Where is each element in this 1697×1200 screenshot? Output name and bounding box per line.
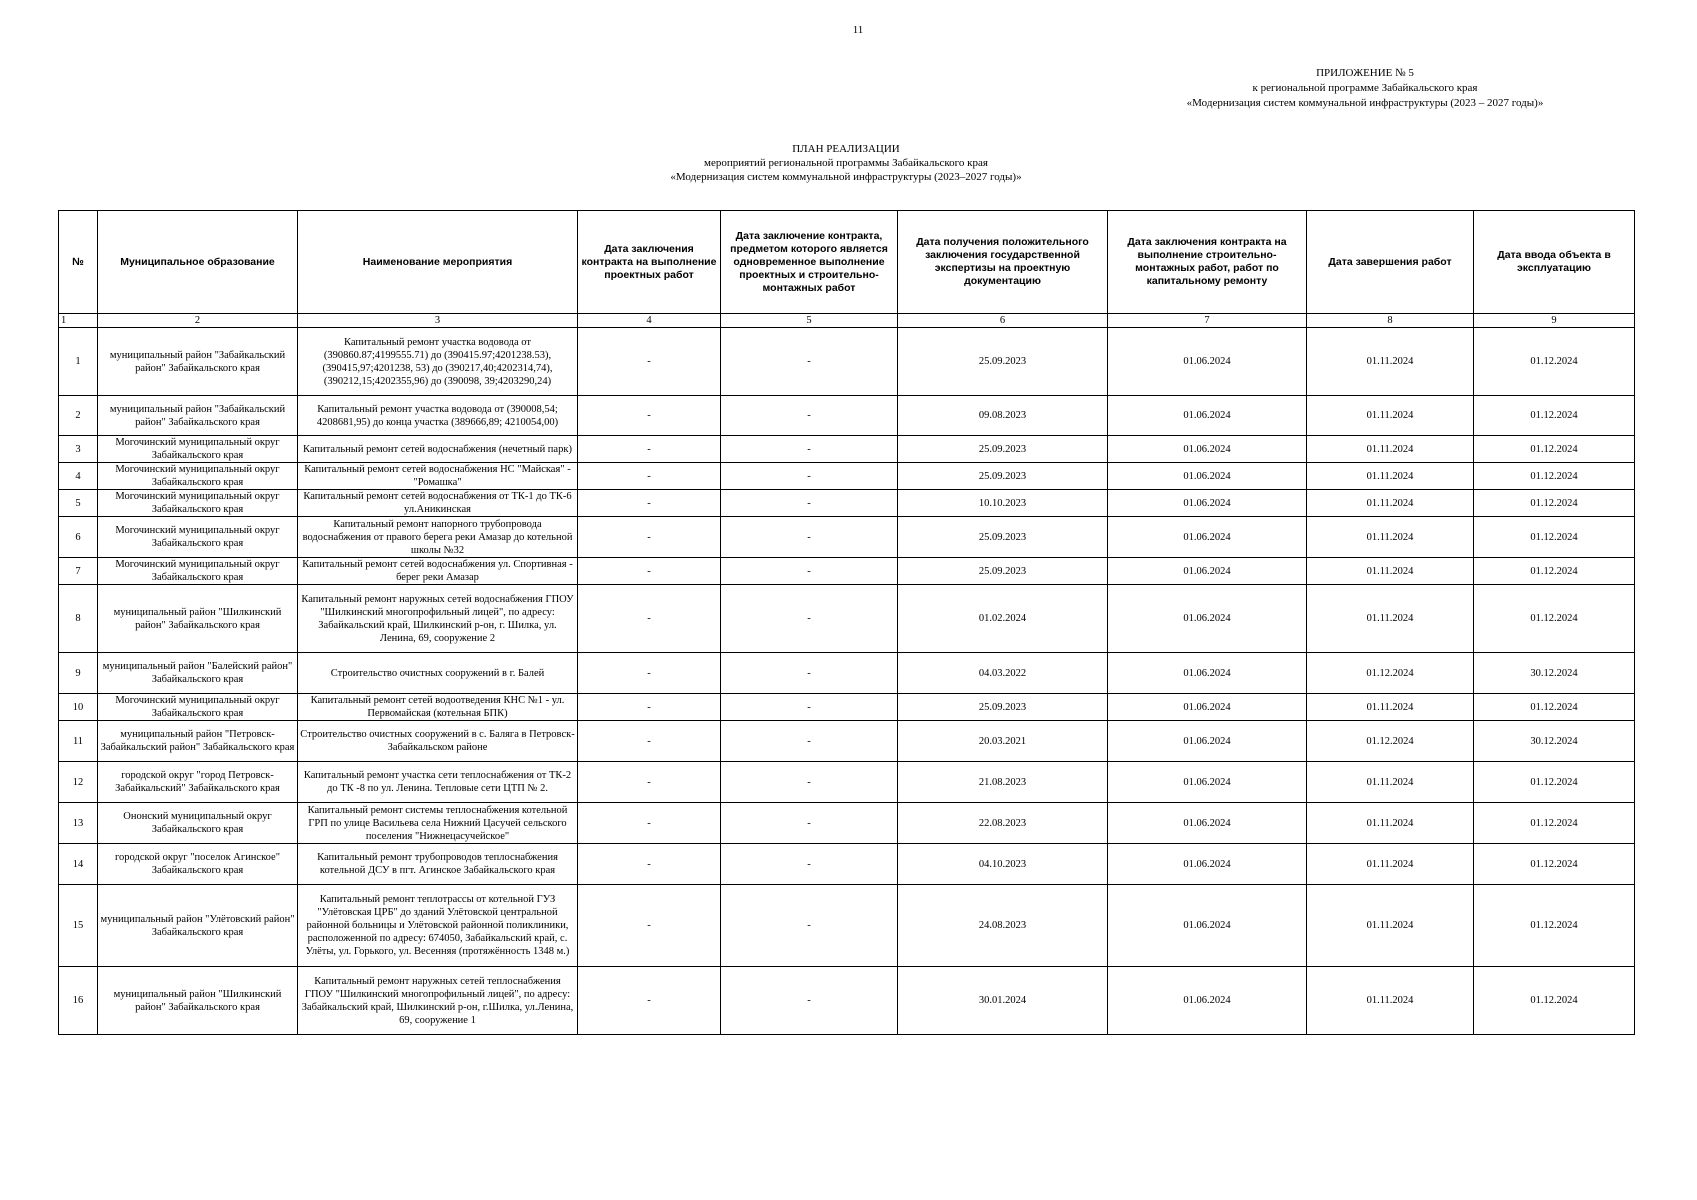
combined-contract-date-cell: -: [721, 967, 898, 1035]
activity-name-cell: Капитальный ремонт сетей водоснабжения от ТК-1 до ТК-6 ул.Аникинская: [298, 490, 578, 517]
header-construction-contract-date: Дата заключения контракта на выполнение строительно-монтажных работ, работ по капитальному ремонту: [1108, 211, 1307, 314]
header-expertise-date: Дата получения положительного заключения государственной экспертизы на проектную документацию: [898, 211, 1108, 314]
construction-contract-date-cell: 01.06.2024: [1108, 653, 1307, 694]
municipality-cell: городской округ "поселок Агинское" Забайкальского края: [98, 844, 298, 885]
municipality-cell: муниципальный район "Петровск-Забайкальский район" Забайкальского края: [98, 721, 298, 762]
municipality-cell: муниципальный район "Балейский район" Забайкальского края: [98, 653, 298, 694]
combined-contract-date-cell: -: [721, 885, 898, 967]
row-number: 13: [59, 803, 98, 844]
commissioning-date-cell: 01.12.2024: [1474, 694, 1635, 721]
table-row: [59, 803, 1635, 844]
row-number: 16: [59, 967, 98, 1035]
expertise-date-cell: 30.01.2024: [898, 967, 1108, 1035]
construction-contract-date-cell: 01.06.2024: [1108, 558, 1307, 585]
row-number: 1: [59, 328, 98, 396]
header-completion-date: Дата завершения работ: [1307, 211, 1474, 314]
completion-date-cell: 01.11.2024: [1307, 585, 1474, 653]
row-number: 11: [59, 721, 98, 762]
completion-date-cell: 01.11.2024: [1307, 328, 1474, 396]
construction-contract-date-cell: 01.06.2024: [1108, 762, 1307, 803]
municipality-cell: муниципальный район "Шилкинский район" Забайкальского края: [98, 967, 298, 1035]
table-row: [59, 844, 1635, 885]
design-contract-date-cell: -: [578, 517, 721, 558]
design-contract-date-cell: -: [578, 558, 721, 585]
expertise-date-cell: 22.08.2023: [898, 803, 1108, 844]
design-contract-date-cell: -: [578, 396, 721, 436]
header-municipality: Муниципальное образование: [98, 211, 298, 314]
municipality-cell: городской округ "город Петровск-Забайкальский" Забайкальского края: [98, 762, 298, 803]
completion-date-cell: 01.12.2024: [1307, 653, 1474, 694]
column-number: 9: [1474, 314, 1635, 328]
municipality-cell: муниципальный район "Забайкальский район" Забайкальского края: [98, 328, 298, 396]
expertise-date-cell: 25.09.2023: [898, 694, 1108, 721]
activity-name-cell: Капитальный ремонт сетей водоснабжения НС "Майская" - "Ромашка": [298, 463, 578, 490]
construction-contract-date-cell: 01.06.2024: [1108, 490, 1307, 517]
commissioning-date-cell: 01.12.2024: [1474, 463, 1635, 490]
combined-contract-date-cell: -: [721, 490, 898, 517]
expertise-date-cell: 25.09.2023: [898, 517, 1108, 558]
completion-date-cell: 01.11.2024: [1307, 558, 1474, 585]
combined-contract-date-cell: -: [721, 762, 898, 803]
commissioning-date-cell: 30.12.2024: [1474, 721, 1635, 762]
construction-contract-date-cell: 01.06.2024: [1108, 436, 1307, 463]
design-contract-date-cell: -: [578, 653, 721, 694]
header-row: [59, 211, 1635, 314]
commissioning-date-cell: 01.12.2024: [1474, 803, 1635, 844]
row-number: 15: [59, 885, 98, 967]
row-number: 2: [59, 396, 98, 436]
plan-subtitle: мероприятий региональной программы Забайкальского края: [704, 157, 988, 169]
table-row: [59, 517, 1635, 558]
design-contract-date-cell: -: [578, 694, 721, 721]
commissioning-date-cell: 01.12.2024: [1474, 967, 1635, 1035]
completion-date-cell: 01.11.2024: [1307, 762, 1474, 803]
construction-contract-date-cell: 01.06.2024: [1108, 803, 1307, 844]
completion-date-cell: 01.11.2024: [1307, 490, 1474, 517]
design-contract-date-cell: -: [578, 436, 721, 463]
appendix-header: [1170, 66, 1560, 111]
commissioning-date-cell: 01.12.2024: [1474, 328, 1635, 396]
activity-name-cell: Капитальный ремонт наружных сетей теплоснабжения ГПОУ "Шилкинский многопрофильный лицей", по адресу: Забайкальский край, Шилкинский р-он, г.Шилка, ул.Ленина, 69, сооружение 1: [298, 967, 578, 1035]
row-number: 14: [59, 844, 98, 885]
expertise-date-cell: 10.10.2023: [898, 490, 1108, 517]
completion-date-cell: 01.11.2024: [1307, 803, 1474, 844]
combined-contract-date-cell: -: [721, 517, 898, 558]
design-contract-date-cell: -: [578, 803, 721, 844]
appendix-title: ПРИЛОЖЕНИЕ № 5: [1316, 67, 1414, 79]
plan-table: [58, 210, 1635, 1035]
municipality-cell: Ононский муниципальный округ Забайкальского края: [98, 803, 298, 844]
municipality-cell: Могочинский муниципальный округ Забайкальского края: [98, 517, 298, 558]
combined-contract-date-cell: -: [721, 558, 898, 585]
plan-heading: [556, 142, 1136, 184]
commissioning-date-cell: 01.12.2024: [1474, 762, 1635, 803]
commissioning-date-cell: 30.12.2024: [1474, 653, 1635, 694]
table-row: [59, 694, 1635, 721]
construction-contract-date-cell: 01.06.2024: [1108, 585, 1307, 653]
table-row: [59, 490, 1635, 517]
construction-contract-date-cell: 01.06.2024: [1108, 885, 1307, 967]
table-row: [59, 762, 1635, 803]
header-combined-contract-date: Дата заключение контракта, предметом которого является одновременное выполнение проектных и строительно-монтажных работ: [721, 211, 898, 314]
column-number: 3: [298, 314, 578, 328]
row-number: 7: [59, 558, 98, 585]
combined-contract-date-cell: -: [721, 396, 898, 436]
row-number: 10: [59, 694, 98, 721]
activity-name-cell: Капитальный ремонт сетей водоотведения КНС №1 - ул. Первомайская (котельная БПК): [298, 694, 578, 721]
combined-contract-date-cell: -: [721, 463, 898, 490]
column-number: 8: [1307, 314, 1474, 328]
expertise-date-cell: 04.10.2023: [898, 844, 1108, 885]
row-number: 4: [59, 463, 98, 490]
combined-contract-date-cell: -: [721, 653, 898, 694]
activity-name-cell: Строительство очистных сооружений в г. Балей: [298, 653, 578, 694]
table-row: [59, 653, 1635, 694]
combined-contract-date-cell: -: [721, 694, 898, 721]
activity-name-cell: Капитальный ремонт участка водовода от (390860.87;4199555.71) до (390415.97;4201238.53), (390415,97;4201238, 53) до (390217,40;4202314,74), (390212,15;4202355,96) до (390098, 39;4203290,24): [298, 328, 578, 396]
design-contract-date-cell: -: [578, 844, 721, 885]
table-row: [59, 885, 1635, 967]
design-contract-date-cell: -: [578, 967, 721, 1035]
municipality-cell: Могочинский муниципальный округ Забайкальского края: [98, 558, 298, 585]
commissioning-date-cell: 01.12.2024: [1474, 558, 1635, 585]
completion-date-cell: 01.11.2024: [1307, 396, 1474, 436]
municipality-cell: муниципальный район "Забайкальский район" Забайкальского края: [98, 396, 298, 436]
activity-name-cell: Капитальный ремонт сетей водоснабжения (нечетный парк): [298, 436, 578, 463]
commissioning-date-cell: 01.12.2024: [1474, 885, 1635, 967]
table-row: [59, 585, 1635, 653]
column-number: 5: [721, 314, 898, 328]
page-number: 11: [852, 24, 864, 36]
column-number: 6: [898, 314, 1108, 328]
expertise-date-cell: 21.08.2023: [898, 762, 1108, 803]
combined-contract-date-cell: -: [721, 436, 898, 463]
plan-title: ПЛАН РЕАЛИЗАЦИИ: [792, 143, 900, 155]
row-number: 3: [59, 436, 98, 463]
table-row: [59, 396, 1635, 436]
municipality-cell: Могочинский муниципальный округ Забайкальского края: [98, 463, 298, 490]
combined-contract-date-cell: -: [721, 844, 898, 885]
construction-contract-date-cell: 01.06.2024: [1108, 328, 1307, 396]
municipality-cell: муниципальный район "Улётовский район" Забайкальского края: [98, 885, 298, 967]
activity-name-cell: Капитальный ремонт наружных сетей водоснабжения ГПОУ "Шилкинский многопрофильный лицей", по адресу: Забайкальский край, Шилкинский р-он, г. Шилка, ул. Ленина, 69, сооружение 2: [298, 585, 578, 653]
header-activity-name: Наименование мероприятия: [298, 211, 578, 314]
activity-name-cell: Капитальный ремонт напорного трубопровода водоснабжения от правого берега реки Амазар до котельной школы №32: [298, 517, 578, 558]
table-row: [59, 463, 1635, 490]
construction-contract-date-cell: 01.06.2024: [1108, 396, 1307, 436]
row-number: 6: [59, 517, 98, 558]
completion-date-cell: 01.11.2024: [1307, 844, 1474, 885]
combined-contract-date-cell: -: [721, 721, 898, 762]
table-row: [59, 967, 1635, 1035]
table-body: [59, 328, 1635, 1035]
construction-contract-date-cell: 01.06.2024: [1108, 517, 1307, 558]
column-number: 2: [98, 314, 298, 328]
construction-contract-date-cell: 01.06.2024: [1108, 844, 1307, 885]
completion-date-cell: 01.12.2024: [1307, 721, 1474, 762]
combined-contract-date-cell: -: [721, 328, 898, 396]
expertise-date-cell: 24.08.2023: [898, 885, 1108, 967]
activity-name-cell: Капитальный ремонт теплотрассы от котельной ГУЗ "Улётовская ЦРБ" до зданий Улётовской центральной районной больницы и Улётовской районной поликлиники, расположенной по адресу: 674050, Забайкальский край, с. Улёты, ул. Горького, ул. Весенняя (протяжённость 1348 м.): [298, 885, 578, 967]
commissioning-date-cell: 01.12.2024: [1474, 396, 1635, 436]
commissioning-date-cell: 01.12.2024: [1474, 436, 1635, 463]
design-contract-date-cell: -: [578, 490, 721, 517]
column-number: 7: [1108, 314, 1307, 328]
column-number: 1: [59, 314, 98, 328]
expertise-date-cell: 25.09.2023: [898, 463, 1108, 490]
header-number: №: [59, 211, 98, 314]
commissioning-date-cell: 01.12.2024: [1474, 585, 1635, 653]
municipality-cell: муниципальный район "Шилкинский район" Забайкальского края: [98, 585, 298, 653]
activity-name-cell: Капитальный ремонт участка сети теплоснабжения от ТК-2 до ТК -8 по ул. Ленина. Тепловые сети ЦТП № 2.: [298, 762, 578, 803]
activity-name-cell: Строительство очистных сооружений в с. Баляга в Петровск-Забайкальском районе: [298, 721, 578, 762]
construction-contract-date-cell: 01.06.2024: [1108, 694, 1307, 721]
activity-name-cell: Капитальный ремонт участка водовода от (390008,54; 4208681,95) до конца участка (389666,89; 4210054,00): [298, 396, 578, 436]
completion-date-cell: 01.11.2024: [1307, 463, 1474, 490]
activity-name-cell: Капитальный ремонт трубопроводов теплоснабжения котельной ДСУ в пгт. Агинское Забайкальского края: [298, 844, 578, 885]
municipality-cell: Могочинский муниципальный округ Забайкальского края: [98, 694, 298, 721]
plan-program-name: «Модернизация систем коммунальной инфраструктуры (2023–2027 годы)»: [670, 171, 1022, 183]
expertise-date-cell: 25.09.2023: [898, 328, 1108, 396]
row-number: 8: [59, 585, 98, 653]
activity-name-cell: Капитальный ремонт сетей водоснабжения ул. Спортивная - берег реки Амазар: [298, 558, 578, 585]
header-design-contract-date: Дата заключения контракта на выполнение проектных работ: [578, 211, 721, 314]
combined-contract-date-cell: -: [721, 585, 898, 653]
construction-contract-date-cell: 01.06.2024: [1108, 463, 1307, 490]
design-contract-date-cell: -: [578, 463, 721, 490]
table-row: [59, 436, 1635, 463]
commissioning-date-cell: 01.12.2024: [1474, 517, 1635, 558]
expertise-date-cell: 20.03.2021: [898, 721, 1108, 762]
row-number: 12: [59, 762, 98, 803]
completion-date-cell: 01.11.2024: [1307, 694, 1474, 721]
design-contract-date-cell: -: [578, 885, 721, 967]
commissioning-date-cell: 01.12.2024: [1474, 844, 1635, 885]
design-contract-date-cell: -: [578, 328, 721, 396]
completion-date-cell: 01.11.2024: [1307, 517, 1474, 558]
header-commissioning-date: Дата ввода объекта в эксплуатацию: [1474, 211, 1635, 314]
completion-date-cell: 01.11.2024: [1307, 885, 1474, 967]
column-number-row: [59, 314, 1635, 328]
municipality-cell: Могочинский муниципальный округ Забайкальского края: [98, 436, 298, 463]
appendix-program-name: «Модернизация систем коммунальной инфраструктуры (2023 – 2027 годы)»: [1186, 97, 1544, 109]
row-number: 9: [59, 653, 98, 694]
table-row: [59, 721, 1635, 762]
municipality-cell: Могочинский муниципальный округ Забайкальского края: [98, 490, 298, 517]
row-number: 5: [59, 490, 98, 517]
expertise-date-cell: 25.09.2023: [898, 558, 1108, 585]
design-contract-date-cell: -: [578, 585, 721, 653]
design-contract-date-cell: -: [578, 721, 721, 762]
expertise-date-cell: 04.03.2022: [898, 653, 1108, 694]
completion-date-cell: 01.11.2024: [1307, 967, 1474, 1035]
activity-name-cell: Капитальный ремонт системы теплоснабжения котельной ГРП по улице Васильева села Нижний Цасучей сельского поселения "Нижнецасучейское": [298, 803, 578, 844]
completion-date-cell: 01.11.2024: [1307, 436, 1474, 463]
expertise-date-cell: 01.02.2024: [898, 585, 1108, 653]
expertise-date-cell: 25.09.2023: [898, 436, 1108, 463]
construction-contract-date-cell: 01.06.2024: [1108, 721, 1307, 762]
construction-contract-date-cell: 01.06.2024: [1108, 967, 1307, 1035]
appendix-subtitle: к региональной программе Забайкальского края: [1252, 82, 1478, 94]
design-contract-date-cell: -: [578, 762, 721, 803]
combined-contract-date-cell: -: [721, 803, 898, 844]
expertise-date-cell: 09.08.2023: [898, 396, 1108, 436]
table-row: [59, 558, 1635, 585]
commissioning-date-cell: 01.12.2024: [1474, 490, 1635, 517]
table-row: [59, 328, 1635, 396]
column-number: 4: [578, 314, 721, 328]
